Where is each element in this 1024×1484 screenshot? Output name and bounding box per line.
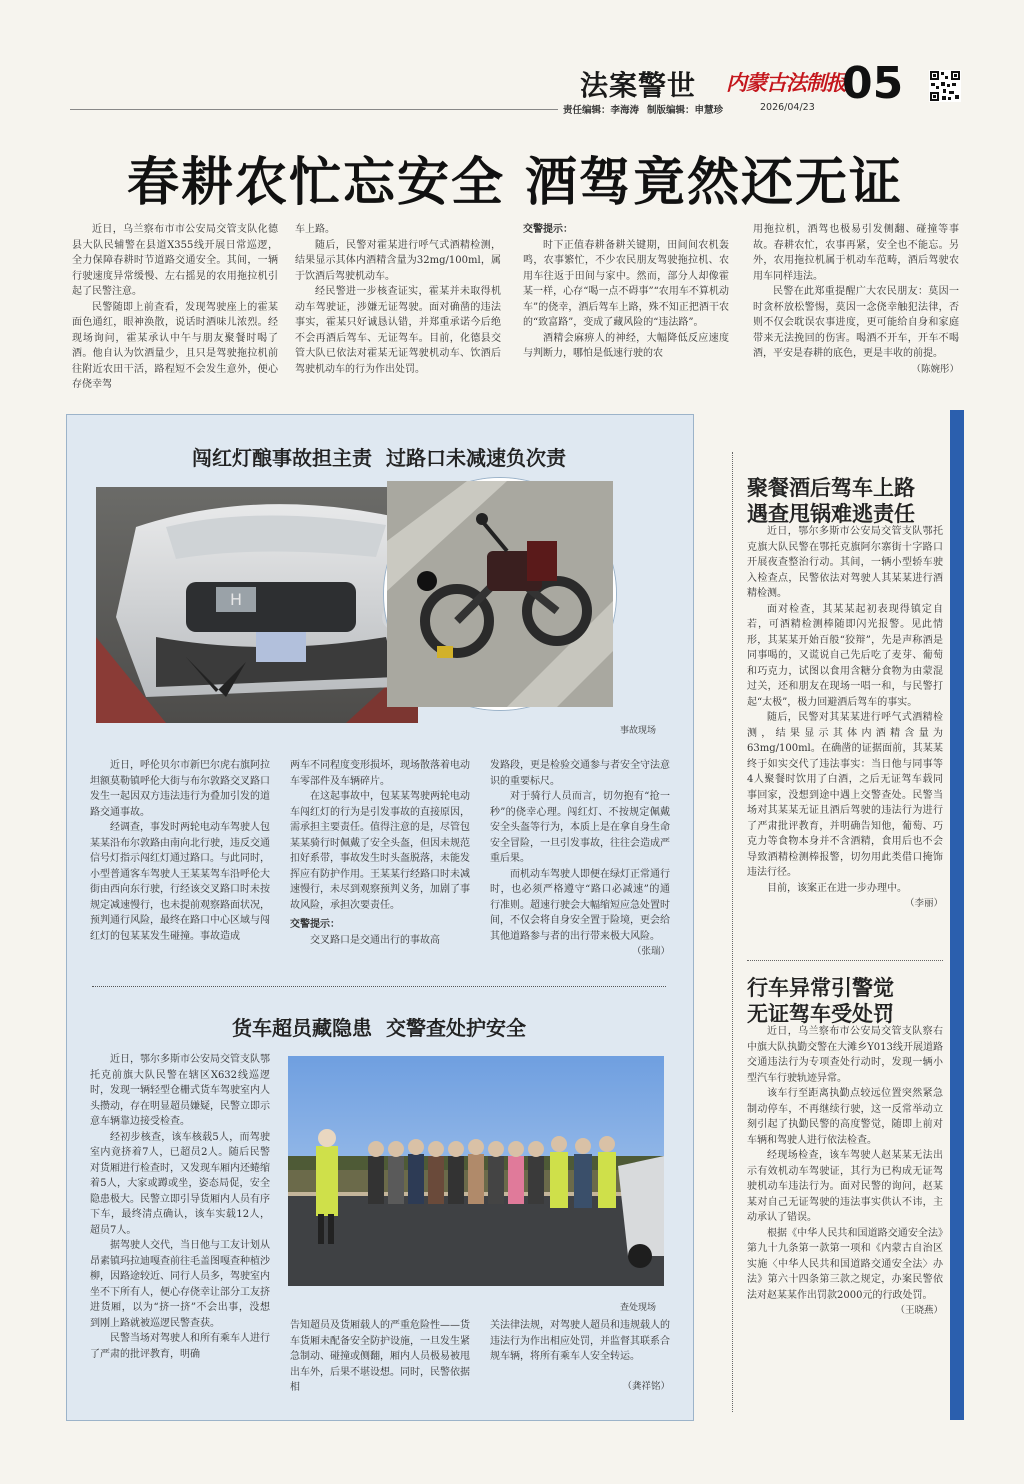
paragraph: 在这起事故中，包某某驾驶两轮电动车闯红灯的行为是引发事故的直接原因，需承担主要责任。值得注意的是，尽管包某某骑行时佩戴了安全头盔，但因未规范扣好系带，事故发生时头盔脱落，未能发挥应有防护作用。王某某行经路口时未减速慢行，未尽到观察预判义务，加剧了事故风险，承担次要责任。 (290, 791, 470, 911)
header-rule (70, 109, 558, 110)
inspection-photo (288, 1056, 664, 1286)
decorative-blue-bar (950, 410, 964, 1420)
dinner-article-body (747, 524, 943, 948)
redlight-col3 (490, 758, 670, 980)
main-article-col1 (72, 222, 278, 390)
truck-col3 (490, 1318, 670, 1400)
paragraph: 时下正值春耕备耕关键期，田间间农机轰鸣，农事繁忙，不少农民朋友驾驶拖拉机、农用车往返于田间与家中。然而，部分人却像霍某一样，心存“喝一点不碍事”“农用车不算机动车”的侥幸，酒后驾车上路，殊不知正把酒干农的“致富路”，变成了藏风险的“违法路”。 (523, 239, 729, 328)
paragraph: 民警在此郑重提醒广大农民朋友：莫因一时贪杯放松警惕，莫因一念侥幸触犯法律，否则不仅会耽误农事进度，更可能给自身和家庭带来无法挽回的伤害。喝酒不开车，开车不喝酒，平安是春耕的底色，更是丰收的前提。 (753, 286, 959, 359)
paragraph: 随后，民警对其某某进行呼气式酒精检测，结果显示其体内酒精含量为63mg/100ml。在确凿的证据面前，其某某终于如实交代了违法事实：当日他与同事等4人聚餐时饮用了白酒，之后无证驾车载同事回家，没想到途中遇上交警查处。民警当场对其某某无证且酒后驾驶的违法行为进行了严肃批评教育，并明确告知他，葡萄、巧克力等食物本身并不含酒精，食用后也不会导致酒精检测棒报警，切勿用此类借口掩饰违法行径。 (747, 712, 943, 878)
dinner-headline-line1: 聚餐酒后驾车上路 (747, 475, 915, 500)
paragraph: 经初步核查，该车核载5人，而驾驶室内竟挤着7人，已超员2人。随后民警对货厢进行检查时，又发现车厢内还蜷缩着5人，大家或蹲或坐，姿态局促，安全隐患极大。民警立即引导货厢内人员有序下车，最终清点确认，该车实载12人，超员7人。 (90, 1131, 270, 1236)
paragraph: 根据《中华人民共和国道路交通安全法》第九十九条第一款第一项和《内蒙古自治区实施〈中华人民共和国道路交通安全法〉办法》第六十四条第三款之规定，办案民警依法对赵某某作出罚款2000元的行政处罚。 (747, 1227, 943, 1301)
paragraph: 面对检查，其某某起初表现得镇定自若，可酒精检测棒随即闪光报警。见此情形，其某某开始百般“狡辩”，先是声称酒是同事喝的，又谎说自己先后吃了麦芽、葡萄和巧克力，试图以食用含糖分食物为由蒙混过关，还和朋友在现场一唱一和，与民警打起“太极”，极力回避酒后驾车的事实。 (747, 603, 943, 708)
byline: （张瑞） (631, 946, 670, 957)
right-column-dotted-border (732, 452, 735, 1412)
newspaper-logo: 内蒙古法制报 (726, 70, 846, 95)
paragraph: 据驾驶人交代，当日他与工友计划从昂素镇玛拉迪嘎查前往毛盖图嘎查种植沙柳，因路途较近、同行人员多，驾驶室内坐不下所有人，便心存侥幸让部分工友挤进货厢，以为“挤一挤”不会出事，没想到刚上路就被巡逻民警查获。 (90, 1240, 270, 1329)
paragraph: 民警随即上前查看，发现驾驶座上的霍某面色通红，眼神涣散，说话时酒味儿浓烈。经现场询问，霍某承认中午与朋友聚餐时喝了酒。他自认为饮酒量少，且只是驾驶拖拉机前往附近农田干活，路程短不会发生意外，便心存侥幸驾 (72, 301, 278, 390)
editor-credit: 责任编辑：李海涛 (563, 105, 640, 116)
layout-editor-credit: 制版编辑：申慧珍 (647, 105, 724, 116)
byline: （李丽） (904, 898, 943, 909)
paragraph: 该车行至距离执勤点较远位置突然紧急制动停车，不再继续行驶，这一反常举动立刻引起了执勤民警的高度警觉，随即上前对车辆和驾驶人进行依法检查。 (747, 1088, 943, 1146)
redlight-headline: 闯红灯酿事故担主责 过路口未减速负次责 (192, 446, 566, 470)
car-damage-photo (96, 487, 418, 723)
right-column-divider (747, 960, 943, 961)
photo-caption: 查处现场 (620, 1303, 657, 1313)
paragraph: 经现场检查，该车驾驶人赵某某无法出示有效机动车驾驶证，其行为已构成无证驾驶机动车违法行为。面对民警的询问，赵某某对自己无证驾驶的违法事实供认不讳，主动承认了错误。 (747, 1150, 943, 1223)
main-headline: 春耕农忙忘安全 酒驾竟然还无证 (126, 152, 904, 213)
paragraph: 目前，该案正在进一步办理中。 (767, 882, 907, 894)
truck-col2 (290, 1318, 470, 1398)
unlicensed-article-body (747, 1024, 943, 1374)
paragraph: 经民警进一步核查证实，霍某并未取得机动车驾驶证，涉嫌无证驾驶。面对确凿的违法事实，霍某只好诚恳认错，并郑重承诺今后绝不会再酒后驾车、无证驾车。目前，化德县交管大队已依法对霍某无证驾驶机动车、饮酒后驾驶机动车的行为作出处罚。 (295, 286, 501, 375)
byline: （龚祥铭） (622, 1380, 670, 1392)
scooter-accident-photo (384, 478, 616, 710)
truck-col1 (90, 1052, 270, 1392)
paragraph: 告知超员及货厢载人的严重危险性——货车货厢未配备安全防护设施，一旦发生紧急制动、碰撞或侧翻，厢内人员极易被甩出车外，后果不堪设想。同时，民警依据相 (290, 1320, 470, 1393)
paragraph: 而机动车驾驶人即便在绿灯正常通行时，也必须严格遵守“路口必减速”的通行准则。超速行驶会大幅缩短应急处置时间，不仅会将自身安全置于险境，更会给其他道路参与者的出行带来极大风险。 (490, 868, 670, 942)
paragraph: 用拖拉机，酒驾也极易引发侧翻、碰撞等事故。春耕农忙，农事再紧，安全也不能忘。另外，农用拖拉机属于机动车范畴，酒后驾驶农用车同样违法。 (753, 224, 959, 282)
paragraph: 近日，呼伦贝尔市新巴尔虎右旗阿拉坦额莫勒镇呼伦大街与布尔敦路交叉路口发生一起因双方违法违行为叠加引发的道路交通事故。 (90, 760, 270, 818)
main-article-col3 (523, 222, 729, 382)
paragraph: 民警当场对驾驶人和所有乘车人进行了严肃的批评教育，明确 (90, 1333, 270, 1360)
dotted-divider (92, 986, 666, 987)
photo-caption: 事故现场 (620, 726, 657, 736)
byline: （陈婉彤） (911, 363, 959, 375)
unlicensed-headline-line1: 行车异常引警觉 (747, 975, 894, 1000)
svg-text:H: H (229, 590, 243, 609)
paragraph: 随后，民警对霍某进行呼气式酒精检测，结果显示其体内酒精含量为32mg/100ml，属于饮酒后驾驶机动车。 (295, 239, 501, 282)
tip-label: 交警提示： (523, 224, 573, 235)
tip-label: 交警提示： (290, 919, 340, 930)
paragraph: 车上路。 (295, 224, 335, 235)
main-article-col4 (753, 222, 959, 384)
redlight-col1 (90, 758, 270, 978)
truck-headline: 货车超员藏隐患 交警查处护安全 (232, 1016, 526, 1040)
paragraph: 发路段，更是检验交通参与者安全守法意识的重要标尺。 (490, 760, 670, 787)
qr-code-icon (929, 70, 961, 102)
paragraph: 对于骑行人员而言，切勿抱有“抢一秒”的侥幸心理。闯红灯、不按规定佩戴安全头盔等行为，本质上是在拿自身生命安全冒险，一旦引发事故，往往会造成严重后果。 (490, 791, 670, 864)
paragraph: 交叉路口是交通出行的事故高 (310, 934, 440, 946)
paragraph: 酒精会麻痹人的神经，大幅降低反应速度与判断力，哪怕是低速行驶的农 (523, 332, 729, 359)
issue-date: 2026/04/23 (760, 102, 815, 113)
paragraph: 经调查，事发时两轮电动车驾驶人包某某沿布尔敦路由南向北行驶，违反交通信号灯指示闯红灯通过路口。与此同时，小型普通客车驾驶人王某某驾车沿呼伦大街由西向东行驶，行经该交叉路口时未按规定减速慢行，也未提前观察路面状况，预判通行风险，最终在路口中心区域与闯红灯的包某某发生碰撞。事故造成 (90, 822, 270, 942)
paragraph: 两车不同程度变形损坏，现场散落着电动车零部件及车辆碎片。 (290, 760, 470, 787)
paragraph: 近日，鄂尔多斯市公安局交管支队鄂托克旗大队民警在鄂托克旗阿尔寨街十字路口开展夜查整治行动。其间，一辆小型轿车驶入检查点，民警依法对驾驶人其某某进行酒精检测。 (747, 526, 943, 599)
redlight-col2 (290, 758, 470, 978)
unlicensed-headline-line2: 无证驾车受处罚 (747, 1001, 894, 1026)
paragraph: 近日，鄂尔多斯市公安局交管支队鄂托克前旗大队民警在辖区X632线巡逻时，发现一辆轻型仓栅式货车驾驶室内人头攒动，存在明显超员嫌疑，民警立即示意车辆靠边接受检查。 (90, 1054, 270, 1127)
dinner-headline-line2: 遇查甩锅难逃责任 (747, 501, 915, 526)
paragraph: 近日，乌兰察布市市公安局交管支队化德县大队民辅警在县道X355线开展日常巡逻，全力保障春耕时节道路交通安全。其间，一辆行驶速度异常缓慢、左右摇晃的农用拖拉机引起了民警注意。 (72, 224, 278, 297)
page-number: 05 (842, 58, 904, 109)
paragraph: 近日，乌兰察布市公安局交管支队察右中旗大队执勤交警在大滩乡Y013线开展道路交通违法行为专项查处行动时，发现一辆小型汽车行驶轨迹异常。 (747, 1026, 943, 1084)
main-article-col2 (295, 222, 501, 382)
section-name: 法案警世 (580, 69, 697, 102)
paragraph: 关法律法规，对驾驶人超员和违规载人的违法行为作出相应处罚，并监督其联系合规车辆，将所有乘车人安全转运。 (490, 1320, 670, 1362)
byline: （王晓燕） (895, 1305, 943, 1316)
